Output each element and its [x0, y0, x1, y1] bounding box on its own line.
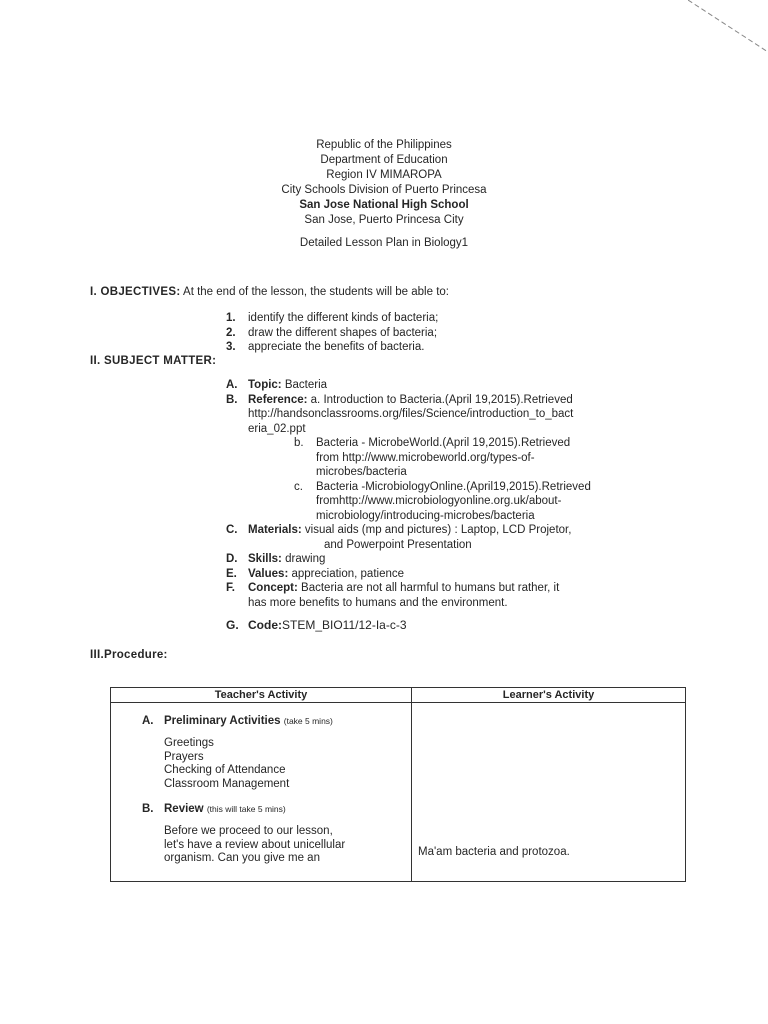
list-item: Greetings [164, 737, 214, 749]
header-division: City Schools Division of Puerto Princesa [281, 184, 487, 196]
preliminary-activities: A. Preliminary Activities (take 5 mins) [142, 715, 333, 727]
objectives-section [90, 286, 449, 298]
reference-b: b. Bacteria - MicrobeWorld.(April 19,2015).Retrieved from http://www.microbeworld.org/types-of- microbes/bacteria [294, 437, 571, 478]
reference-c: c. Bacteria -MicrobiologyOnline.(April19,2015).Retrieved fromhttp://www.microbiologyonline.org.uk/about- microbiology/introducing-microbes/bacteria [294, 480, 591, 522]
learner-answer: Ma'am bacteria and protozoa. [418, 846, 570, 858]
document-header [0, 138, 768, 251]
objective-item: 2. draw the different shapes of bacteria; [226, 326, 438, 339]
procedure-heading: III.Procedure: [90, 649, 168, 661]
objective-item: 1. identify the different kinds of bacteria; [226, 312, 439, 324]
header-address: San Jose, Puerto Princesa City [304, 214, 464, 226]
subject-matter-list [226, 378, 696, 633]
objectives-list [226, 311, 438, 355]
header-republic: Republic of the Philippines [316, 139, 452, 151]
header-region: Region IV MIMAROPA [326, 169, 442, 181]
review-activity: B. Review (this will take 5 mins) [142, 803, 286, 815]
list-item: Classroom Management [164, 777, 290, 790]
review-text: Before we proceed to our lesson, let's have a review about unicellular organism. Can you give me an [164, 825, 346, 864]
list-item: Checking of Attendance [164, 764, 286, 776]
objective-item: 3. appreciate the benefits of bacteria. [226, 341, 425, 353]
procedure-table [110, 687, 686, 882]
values-item: E. Values: appreciation, patience [226, 567, 405, 580]
learner-activity-cell [412, 703, 686, 882]
code-item: G. Code:STEM_BIO11/12-Ia-c-3 [226, 618, 407, 632]
concept-item: F. Concept: Bacteria are not all harmful to humans but rather, it has more benefits to humans and the environment. [226, 582, 560, 609]
learner-activity-header: Learner's Activity [412, 688, 686, 703]
materials-item: C. Materials: visual aids (mp and pictures) : Laptop, LCD Projetor, and Powerpoint Presentation [226, 524, 572, 551]
skills-item: D. Skills: drawing [226, 553, 326, 565]
header-department: Department of Education [320, 154, 448, 166]
objectives-heading: I. OBJECTIVES: [90, 286, 181, 298]
list-item: Prayers [164, 750, 204, 763]
reference-item: B. Reference: a. Introduction to Bacteria.(April 19,2015).Retrieved http://handsonclassrooms.org/files/Science/introduction_to_bact eria_02.ppt [226, 393, 574, 435]
header-school: San Jose National High School [299, 199, 469, 211]
subject-matter-heading: II. SUBJECT MATTER: [90, 355, 217, 367]
teacher-activity-header: Teacher's Activity [111, 688, 412, 703]
topic-item: A. Topic: Bacteria [226, 379, 328, 391]
objectives-intro: At the end of the lesson, the students will be able to: [183, 286, 449, 298]
page-corner-fold [688, 0, 768, 60]
teacher-activity-cell [111, 703, 412, 882]
lesson-plan-title: Detailed Lesson Plan in Biology1 [299, 237, 469, 249]
preliminary-items-list [111, 737, 411, 791]
